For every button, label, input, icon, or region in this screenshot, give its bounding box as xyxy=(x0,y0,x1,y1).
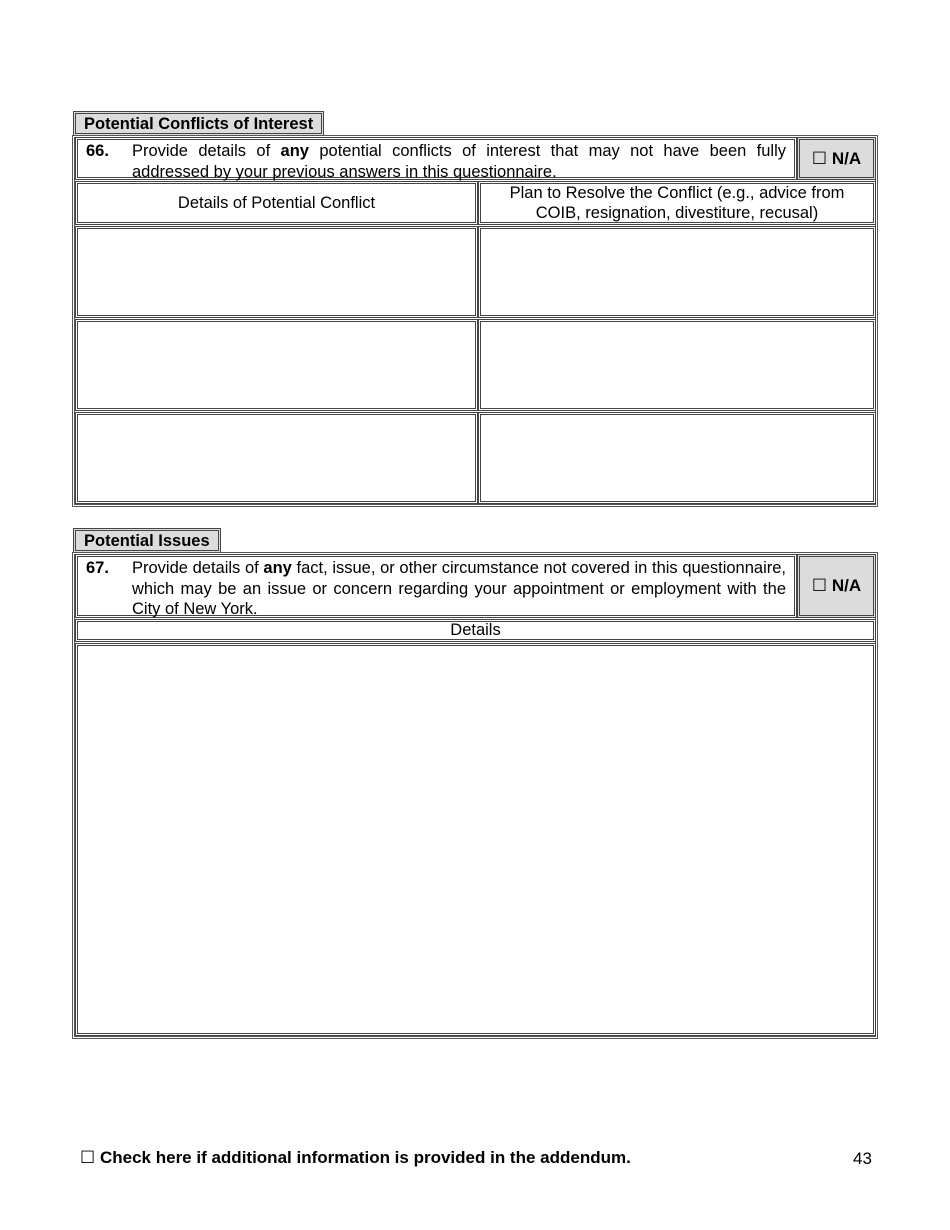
question-text-post: fact, issue, or other circumstance not covered in this questionnaire, which may be an issue or concern regarding your appointment or employment with the City of New York. xyxy=(132,559,786,618)
conflict-details-input-1[interactable] xyxy=(75,226,478,318)
section-label-conflicts-text: Potential Conflicts of Interest xyxy=(84,115,314,133)
issues-details-input[interactable] xyxy=(75,643,876,1036)
section-label-issues-text: Potential Issues xyxy=(84,532,210,550)
question-text-pre: Provide details of xyxy=(132,142,281,160)
details-header xyxy=(75,619,876,642)
conflict-details-input-2[interactable] xyxy=(75,319,478,411)
conflict-plan-input-1[interactable] xyxy=(478,226,876,318)
question-text xyxy=(132,141,786,182)
question-66 xyxy=(75,137,797,180)
question-text-emphasis: any xyxy=(280,142,309,160)
question-text-post: potential conflicts of interest that may not have been fully addressed by your previous answers in this questionnaire. xyxy=(132,142,787,181)
addendum-check[interactable] xyxy=(80,1148,631,1172)
question-text-pre: Provide details of xyxy=(132,559,264,577)
section-label-issues xyxy=(73,528,221,553)
na-checkbox-label: ☐ N/A xyxy=(811,148,862,168)
question-number: 67. xyxy=(86,559,109,577)
conflict-plan-input-2[interactable] xyxy=(478,319,876,411)
conflict-details-input-3[interactable] xyxy=(75,412,478,504)
na-checkbox-66[interactable] xyxy=(797,137,876,180)
na-checkbox-label: ☐ N/A xyxy=(811,576,862,595)
section-label-conflicts xyxy=(73,111,324,136)
addendum-checkbox-icon[interactable]: ☐ xyxy=(80,1148,96,1167)
column-header-details xyxy=(75,181,478,225)
column-header-plan-text: Plan to Resolve the Conflict (e.g., advice from COIB, resignation, divestiture, recusal) xyxy=(509,183,845,222)
question-text xyxy=(132,558,786,620)
column-header-details-text: Details of Potential Conflict xyxy=(177,193,376,212)
question-67 xyxy=(75,554,797,618)
column-header-plan xyxy=(478,181,876,225)
question-number: 66. xyxy=(86,142,109,160)
page-number: 43 xyxy=(853,1149,872,1168)
question-text-emphasis: any xyxy=(263,559,292,577)
addendum-label: Check here if additional information is provided in the addendum. xyxy=(99,1148,631,1167)
na-checkbox-67[interactable] xyxy=(797,554,876,618)
conflict-plan-input-3[interactable] xyxy=(478,412,876,504)
details-header-text: Details xyxy=(450,621,501,640)
